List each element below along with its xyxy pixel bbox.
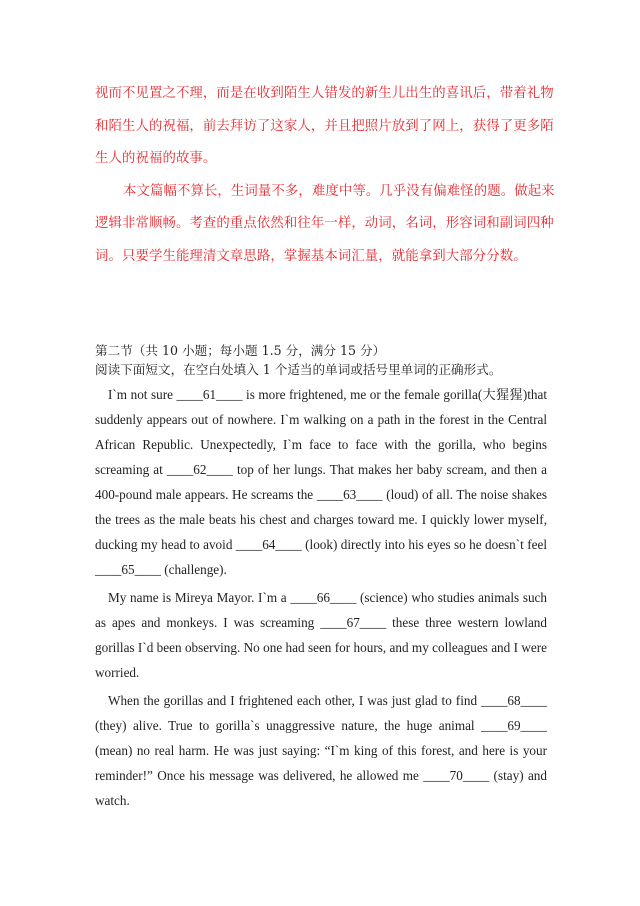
section-heading: 第二节（共 10 小题；每小题 1.5 分，满分 15 分） xyxy=(95,343,386,358)
analysis-paragraph-1: 视而不见置之不理，而是在收到陌生人错发的新生儿出生的喜讯后，带着礼物和陌生人的祝福，前去拜访了这家人，并且把照片放到了网上，获得了更多陌生人的祝福的故事。 xyxy=(95,86,554,166)
cloze-section xyxy=(95,341,547,813)
passage-paragraph: When the gorillas and I frightened each other, I was just glad to find ____68____ (they) alive. True to gorilla`s unaggressive nature, the huge animal ____69____ (mean) no real harm. He was just saying: “I`m king of this forest, and here is your reminder!” Once his message was delivered, he allowed me ____70____ (stay) and watch. xyxy=(95,693,547,808)
analysis-paragraph-2: 本文篇幅不算长，生词量不多，难度中等。几乎没有偏难怪的题。做起来逻辑非常顺畅。考查的重点依然和往年一样，动词，名词，形容词和副词四种词。只要学生能理清文章思路，掌握基本词汇量，就能拿到大部分分数。 xyxy=(95,183,555,264)
passage-paragraph: I`m not sure ____61____ is more frightened, me or the female gorilla(大猩猩)that suddenly appears out of nowhere. I`m walking on a path in the forest in the Central African Republic. Unexpectedly, I`m face to face with the gorilla, who begins screaming at ____62____ top of her lungs. That makes her baby scream, and then a 400-pound male appears. He screams the ____63____ (loud) of all. The noise shakes the trees as the male beats his chest and charges toward me. I quickly lower myself, ducking my head to avoid ____64____ (look) directly into his eyes so he doesn`t feel ____65____ (challenge). xyxy=(95,387,547,577)
analysis-block xyxy=(95,78,555,273)
passage-paragraph: My name is Mireya Mayor. I`m a ____66____ (science) who studies animals such as apes and monkeys. I was screaming ____67____ these three western lowland gorillas I`d been observing. No one had seen for hours, and my colleagues and I were worried. xyxy=(95,590,547,680)
section-instruction: 阅读下面短文，在空白处填入 1 个适当的单词或括号里单词的正确形式。 xyxy=(95,362,502,377)
watermark: ​ xyxy=(114,288,122,313)
